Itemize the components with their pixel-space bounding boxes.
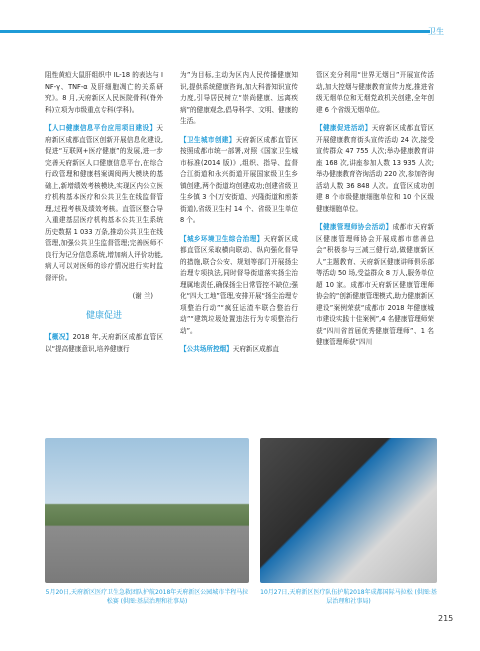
photo-strip	[45, 438, 437, 605]
paragraph	[180, 135, 298, 227]
page-number: 215	[438, 614, 454, 623]
paragraph: 为”为目标,主动为区内人民传播健康知识,提供系统健康咨询,加大科普知识宣传力度,引导居民树立“崇尚健康、远离疾病”的健康观念,倡导科学、文明、健康的生活。	[180, 71, 298, 125]
paragraph-text: 天府新区成都直管区采取横向联动、纵向强化督导的措施,联合公安、规划等部门开展扬尘治理专项执法,同时督导街道落实扬尘治理属地责任,确保扬尘日常管控不缺位;强化“四大工地”管理,安排开展“扬尘治理专项整治行动”“疯狂运渣车联合整治行动”“建筑垃圾处置违法行为专项整治行动”。	[180, 234, 299, 335]
header-band	[0, 30, 430, 33]
paragraph: 管区充分利用“世界无烟日”开展宣传活动,加大控烟与健康教育宣传力度,推进省级无烟单位和无烟党政机关创建,全年创建 6 个省级无烟单位。	[316, 71, 434, 114]
paragraph-text: 天府新区成都直管区创新开展信息化建设,促进“互联网+医疗健康”的发展,进一步完善天府新区人口健康信息平台,在综合行政管理和健康档案调阅两大模块的基础上,新增绩效考核模块,实现区内公立医疗机构基本医疗和公共卫生在线监督管理,过程考核及绩效考核。直管区整合导入重建基层医疗机构基本公共卫生系统历史数据 1 033 万条,推动公共卫生在线管理,加强公共卫生监督管理;完善医师不良行为记分信息系统,增加病人评价功能,病人可以对医师的诊疗情况进行实时监督评价。	[45, 124, 163, 282]
paragraph-text: 天府新区成都直	[232, 345, 279, 353]
paragraph	[316, 123, 434, 215]
photo-caption: 10月27日,天府新区医疗队伍护航2018年成都国际马拉松 (供图:基层治理和社事局)	[260, 589, 437, 605]
author-sign: (谢 兰)	[132, 292, 153, 300]
paragraph	[180, 234, 298, 338]
paragraph-text: 2018 年,天府新区成都直管区以“提高健康意识,培养健康行	[45, 333, 163, 353]
column-3	[316, 70, 434, 356]
subsection-tag: 【城乡环境卫生综合治理】	[180, 234, 264, 243]
section-title: 健康促进	[85, 310, 122, 321]
subsection-tag: 【卫生城市创建】	[180, 135, 236, 144]
photo-medical-team-marathon	[260, 438, 437, 583]
paragraph-text: 天府新区成都直管区按照成都市统一部署,对照《国家卫生城市标准(2014 版)》,组织、指导、监督合江街道和永兴街道开展国家级卫生乡镇创建,两个街道均创建成功;创建省级卫生乡镇 3 个(万安街道、兴隆街道和煎茶街道),省级卫生村 14 个、省级卫生单位 8 个。	[180, 135, 298, 224]
column-2	[180, 70, 298, 363]
paragraph	[45, 332, 163, 355]
section-header: 卫生	[428, 27, 444, 36]
paragraph	[180, 344, 298, 356]
paragraph	[45, 123, 163, 284]
subsection-tag: 【公共场所控烟】	[180, 345, 233, 353]
paragraph	[316, 222, 434, 349]
photo-caption: 5月20日,天府新区医疗卫生急救团队护航2018年天府新区公园城市半程马拉松赛 (供图:基层治理和社事局)	[45, 589, 249, 605]
photo-medical-team-half-marathon	[45, 438, 249, 583]
subsection-tag: 【健康管理师协会活动】	[316, 223, 393, 231]
paragraph-text: 天府新区成都直管区开展健康教育街头宣传活动 24 次,接受宣传群众 47 755 人次;举办健康教育讲座 168 次,讲座参加人数 13 935 人次;举办健康教育咨询活动 220 次,参加咨询活动人数 36 848 人次。直管区成功创建 8 个市级健康细胞单位和 10 个区级健康细胞单位。	[316, 124, 434, 213]
paragraph: 阻性黄疸大鼠肝组织中 IL-18 的表达与 INF-γ、TNF-α 及肝细胞凋亡的关系研究》。8 月,天府新区人民医院骨科(脊外科)立项为市级重点专科(学科)。	[45, 71, 163, 114]
subsection-tag: 【概况】	[45, 333, 73, 341]
subsection-tag: 【健康促进活动】	[316, 124, 372, 132]
paragraph-text: 成都市天府新区健康管理师协会开展成都市慈善总会“积极参与三减三健行动,做健康新区人”主题教育、天府新区健康讲师俱乐部等活动 50 场,受益群众 8 万人,服务单位超 10 家。成都市天府新区健康管理师协会的“创新健康管理模式,助力健康新区建设”案例荣获“成都市 2018 年健康城市建设实践十佳案例”,4 名健康管理师荣获“四川省首届优秀健康管理师”、1 名健康管理师获“四川	[316, 223, 435, 346]
column-1	[45, 70, 163, 362]
subsection-tag: 【人口健康信息平台应用项目建设】	[45, 124, 157, 132]
